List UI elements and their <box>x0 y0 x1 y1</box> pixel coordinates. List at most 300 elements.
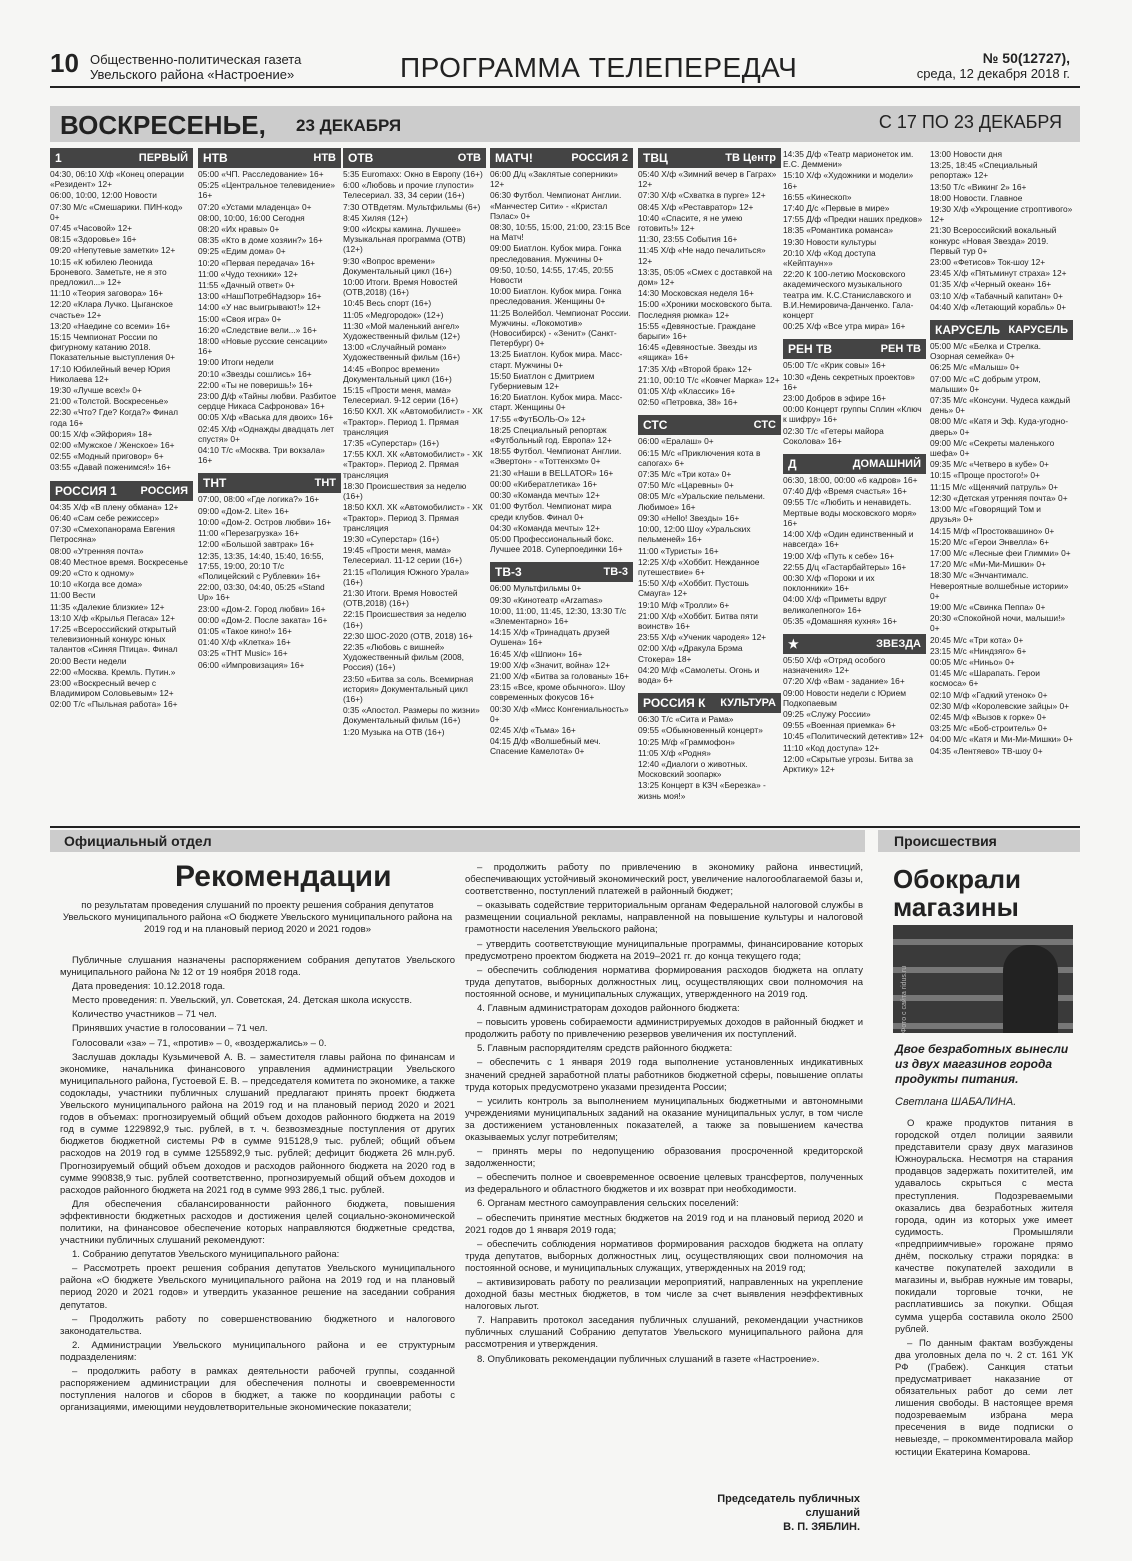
channel-name: ТВ-3 <box>603 566 628 579</box>
program-item: 04:00 Х/ф «Приметы вдруг великолепного» 16+ <box>783 594 887 615</box>
program-item: 03:25 М/с «Боб-строитель» 0+ <box>930 723 1048 734</box>
channel-name: РОССИЯ 2 <box>571 152 628 164</box>
program-item: 13:50 Т/с «Викинг 2» 16+ <box>930 181 1027 192</box>
paragraph: 2. Администрации Увельского муниципального района и ее структурным подразделениям: <box>60 1339 455 1363</box>
program-item: 04:30 «Команда мечты» 12+ <box>490 522 600 533</box>
program-item: 11:00 «Туристы» 16+ <box>638 545 719 556</box>
channel-name: ТВ Центр <box>725 152 776 164</box>
program-item: 12:20 «Клара Лучко. Цыганское счастье» 12+ <box>50 299 173 320</box>
program-item: 20:30 «Спокойной ночи, малыши!» 0+ <box>930 613 1066 634</box>
channel-logo-mark: РОССИЯ 1 <box>55 483 117 498</box>
paragraph: – обеспечить полное и своевременное освоение целевых трансфертов, полученных из федерального и областного бюджетов и их возврат при необходимости. <box>465 1172 863 1196</box>
paragraph: 4. Главным администраторам доходов районного бюджета: <box>477 1003 740 1015</box>
program-item: 13:20 «Наедине со всеми» 16+ <box>50 320 171 331</box>
program-item: 02:10 М/ф «Гадкий утенок» 0+ <box>930 689 1048 700</box>
channel-block <box>343 148 486 737</box>
page-number: 10 <box>50 48 79 78</box>
program-item: 23:00 «Дом-2. Город любви» 16+ <box>198 603 326 614</box>
program-item: 13:35, 05:05 «Смех с доставкой на дом» 12+ <box>638 266 773 288</box>
program-item: 10:45 «Политический детектив» 12+ <box>783 731 924 742</box>
program-item: 08:35 «Кто в доме хозяин?» 16+ <box>198 235 323 246</box>
program-item: 10:00 Итоги. Время Новостей (ОТВ,2018) (16+) <box>343 277 458 298</box>
program-item: 22:30 «Что? Где? Когда?» Финал года 16+ <box>50 407 179 428</box>
program-item: 04:20 М/ф «Самолеты. Огонь и вода» 6+ <box>638 664 760 685</box>
channel-logo <box>490 148 633 168</box>
program-item: 0:35 «Апостол. Размеры по жизни» Документальный фильм (16+) <box>343 705 480 726</box>
program-item: 09:00 Новости недели с Юрием Подкопаевым <box>783 687 907 708</box>
program-item: 13:10 Х/ф «Крылья Пегаса» 12+ <box>50 612 175 623</box>
paragraph: – продолжить работу в рамках деятельности рабочей группы, созданной распоряжением администрации для обеспечения полноты и своевременности поступления налогов и сборов в бюджет, а также по координации работы с организациями, имеющими неудовлетворительные экономические показатели; <box>60 1366 455 1414</box>
paragraph: – оказывать содействие территориальным органам Федеральной налоговой службы в размещении социальной рекламы, направленной на повышение культуры и налоговой грамотности населения Увельского района; <box>465 900 863 936</box>
program-item: 10:00 «Дом-2. Остров любви» 16+ <box>198 516 332 527</box>
program-item: 03:10 Х/ф «Табачный капитан» 0+ <box>930 290 1063 301</box>
program-item: 11:10 «Теория заговора» 16+ <box>50 288 164 299</box>
program-item: 14:35 Д/ф «Театр марионеток им. Е.С. Деммени» <box>783 149 914 170</box>
channel-block <box>50 481 193 710</box>
program-item: 21:30 «Наши в BELLATOR» 16+ <box>490 467 614 478</box>
program-item: 07:20 «Устами младенца» 0+ <box>198 201 312 212</box>
program-item: 17:20 М/с «Ми-Ми-Мишки» 0+ <box>930 559 1046 570</box>
channel-name: ДОМАШНИЙ <box>852 458 921 471</box>
program-item: 23:00 «Фетисов» Ток-шоу 12+ <box>930 257 1046 268</box>
program-item: 22:35 «Любовь с вишней» Художественный фильм (2008, Россия) (16+) <box>343 641 464 673</box>
program-item: 19:00 Х/ф «Путь к себе» 16+ <box>783 550 895 561</box>
program-item: 16:20 Биатлон. Кубок мира. Масс-старт. Женщины 0+ <box>490 392 623 413</box>
program-item: 01:40 Х/ф «Клетка» 16+ <box>198 637 291 648</box>
program-item: 11:15 М/с «Щенячий патруль» 0+ <box>930 481 1059 492</box>
program-item: 01:35 Х/ф «Черный океан» 16+ <box>930 279 1052 290</box>
publication-name <box>90 52 301 82</box>
paragraph: – утвердить соответствующие муниципальные программы, финансирование которых предусмотрено проектом бюджета на 2019–2021 гг. до конца текущего года; <box>465 938 863 962</box>
channel-logo-mark: РОССИЯ К <box>643 696 706 711</box>
program-item: 02:00 Х/ф «Дракула Брэма Стокера» 18+ <box>638 643 743 664</box>
program-item: 13:00 «Случайный роман» Художественный фильм (16+) <box>343 342 461 363</box>
week-range: С 17 ПО 23 ДЕКАБРЯ <box>878 112 1062 132</box>
program-item: 18:25 Специальный репортаж «Футбольный год. Европа» 12+ <box>490 424 612 446</box>
program-item: 18:35 «Романтика романса» <box>783 225 894 236</box>
channel-logo <box>783 339 926 359</box>
channel-logo <box>198 148 341 168</box>
program-item: 19:30 Х/ф «Укрощение строптивого» 12+ <box>930 204 1073 225</box>
program-item: 18:30 Происшествия за неделю (16+) <box>343 480 467 502</box>
paragraph: 6. Органам местного самоуправления сельских поселений: <box>477 1198 739 1210</box>
paragraph: Заслушав доклады Кузьмичевой А. В. – заместителя главы района по финансам и экономике, начальника финансового управления администрации Увельского муниципального района, Густоевой Е. В. – председателя комитета по экономике, а также содоклады, участники публичных слушаний предлагают принять проект бюджета Увельского муниципального района на 2019 год и на плановый период 2020 и 2021 годов в объемах: прогнозируемый общий объем доходов районного бюджета на 2019 год в сумме 1229892,9 тыс. рублей, в т. ч. безвозмездные поступления от других бюджетов бюджетной системы РФ в сумме 915128,9 тыс. рублей; общий объем расходов на 2019 год в сумме 1255892,9 тыс. рублей; дефицит бюджета 26 млн.руб. Прогнозируемый общий объем доходов и расходов районного бюджета на 2020 год в сумме 990838,9 тыс. рублей соответственно, прогнозируемый общий объем доходов и расходов районного бюджета на 2021 год в сумме 993 286,1 тыс. рублей. <box>60 1051 455 1196</box>
program-item: 00:25 Х/ф «Все утра мира» 16+ <box>783 321 906 332</box>
channel-block <box>783 339 926 446</box>
program-item: 08:20 «Их нравы» 0+ <box>198 224 280 235</box>
program-item: 05:25 «Центральное телевидение» 16+ <box>198 180 336 201</box>
section-divider <box>50 826 1080 828</box>
program-item: 00:30 Х/ф «Пороки и их поклонники» 16+ <box>783 572 875 594</box>
program-item: 19:00 Х/ф «Значит, война» 12+ <box>490 659 610 670</box>
program-item: 06:00, 10:00, 12:00 Новости <box>50 190 157 201</box>
program-item: 20:45 М/с «Три кота» 0+ <box>930 634 1024 645</box>
day-date: 23 ДЕКАБРЯ <box>296 116 402 135</box>
program-item: 15:55 «Девяностые. Граждане барыги» 16+ <box>638 320 756 342</box>
program-item: 08:05 М/с «Уральские пельмени. Любимое» 16+ <box>638 491 765 512</box>
paragraph: Голосовали «за» – 71, «против» – 0, «воздержались» – 0. <box>72 1037 327 1049</box>
channel-logo <box>638 693 781 713</box>
program-item: 13:00 Новости дня <box>930 149 1003 159</box>
program-item: 11:45 Х/ф «Не надо печалиться» 12+ <box>638 245 766 266</box>
program-item: 07:00, 08:00 «Где логика?» 16+ <box>198 494 320 505</box>
program-item: 11:30, 23:55 События 16+ <box>638 234 738 245</box>
program-item: 02:45 М/ф «Вызов к горке» 0+ <box>930 711 1047 722</box>
program-item: 09:20 «Сто к одному» <box>50 567 135 578</box>
program-item: 05:00 М/с «Белка и Стрелка. Озорная семейка» 0+ <box>930 341 1042 362</box>
program-item: 10:10 «Когда все дома» <box>50 579 143 590</box>
paragraph: – По данным фактам возбуждены два уголовных дела по ч. 2 ст. 161 УК РФ (Грабеж). Санкция статьи предусматривает наказание от обязательных работ до семи лет лишения свободы. В настоящее время подозреваемым избрана мера пресечения в виде подписки о невыезде, – прокомментировала майор юстиции Екатерина Комарова. <box>895 1337 1073 1458</box>
paragraph: О краже продуктов питания в городской отдел полиции заявили представители сразу двух магазинов Южноуральска. Несмотря на старания продавцов задержать похитителей, им удавалось скрыться с места преступления. Подозреваемыми оказались два безработных жителя города, один из которых уже имеет судимость. Промышляли «предприимчивые» горожане прямо днём, поскольку стражи порядка: в качестве покупателей заходили в магазины и, выбрав нужные им товары, покидали торговые точки, не расплатившись за покупки. Общая сумма ущерба составила около 2500 рублей. <box>895 1118 1073 1335</box>
paragraph: – принять меры по недопущению образования просроченной кредиторской задолженности; <box>465 1146 863 1170</box>
signature <box>660 1492 860 1534</box>
signature-role: Председатель публичных слушаний <box>717 1493 860 1519</box>
program-item: 02:55 «Модный приговор» 6+ <box>50 451 164 462</box>
channel-name: ТНТ <box>314 477 336 490</box>
program-item: 19:00 Итоги недели <box>198 357 274 368</box>
channel-logo-mark: ★ <box>788 636 799 651</box>
day-name: ВОСКРЕСЕНЬЕ, <box>60 110 266 140</box>
schedule-column-4 <box>490 148 633 838</box>
program-item: 19:10 М/ф «Тролли» 6+ <box>638 599 730 610</box>
schedule-column-2 <box>198 148 341 838</box>
channel-logo <box>638 415 781 435</box>
paragraph: 8. Опубликовать рекомендации публичных слушаний в газете «Настроение». <box>477 1353 820 1365</box>
program-item: 02:45 Х/ф «Однажды двадцать лет спустя» 0+ <box>198 423 335 444</box>
program-item: 12:00 «Скрытые угрозы. Битва за Арктику» 12+ <box>783 753 913 774</box>
program-item: 15:50 Х/ф «Хоббит. Пустошь Смауга» 12+ <box>638 578 749 599</box>
program-item: 21:30 Итоги. Время Новостей (ОТВ,2018) (16+) <box>343 587 458 609</box>
channel-logo-mark: НТВ <box>203 151 228 165</box>
program-item: 23:15 «Все, кроме обычного». Шоу современных фокусов 16+ <box>490 682 626 703</box>
incident-author: Светлана ШАБАЛИНА. <box>895 1096 1017 1108</box>
program-item: 21:00 Х/ф «Хоббит. Битва пяти воинств» 16+ <box>638 610 758 631</box>
program-item: 00:00 «Кибератлетика» 16+ <box>490 478 598 489</box>
program-item: 08:30, 10:55, 15:00, 21:00, 23:15 Все на Матч! <box>490 222 631 243</box>
program-item: 16:50 КХЛ. ХК «Автомобилист» - ХК «Трактор». Период 1. Прямая трансляция <box>343 406 483 437</box>
program-item: 10:00, 12:00 Шоу «Уральских пельменей» 16+ <box>638 524 751 545</box>
program-item: 11:00 «Перезагрузка» 16+ <box>198 528 299 539</box>
program-item: 03:25 «ТНТ Music» 16+ <box>198 648 288 659</box>
program-item: 00:00 «Дом-2. После заката» 16+ <box>198 614 328 625</box>
program-item: 15:15 Чемпионат России по фигурному катанию 2018. Показательные выступления 0+ <box>50 332 175 363</box>
program-item: 7:30 ОТВдетям. Мультфильмы (6+) <box>343 201 481 212</box>
program-item: 06:00 Мультфильмы 0+ <box>490 583 582 594</box>
channel-block <box>198 148 341 465</box>
program-item: 14:45 «Вопрос времени» Документальный цикл (16+) <box>343 363 452 384</box>
program-item: 22:20 К 100-летию Московского академического музыкального театра им. К.С.Станиславского и В.И.Немировича-Данченко. Гала-концерт <box>783 269 914 321</box>
program-item: 10:15 «Проще простого!» 0+ <box>930 470 1040 481</box>
program-item: 22:00, 03:30, 04:40, 05:25 «Stand Up» 16+ <box>198 582 325 603</box>
program-item: 8:45 Хиляя (12+) <box>343 212 408 223</box>
paragraph: – Продолжить работу по совершенствованию бюджетного и налогового законодательства. <box>60 1313 455 1337</box>
program-item: 23:50 «Битва за соль. Всемирная история» Документальный цикл (16+) <box>343 673 474 704</box>
channel-logo-mark: КАРУСЕЛЬ <box>935 323 1001 338</box>
program-item: 15:00 «Хроники московского быта. Последняя рюмка» 12+ <box>638 299 773 320</box>
program-item: 09:20 «Непутевые заметки» 12+ <box>50 245 176 256</box>
program-item: 22:15 Происшествия за неделю (16+) <box>343 609 467 630</box>
program-item: 04:10 Т/с «Москва. Три вокзала» 16+ <box>198 445 325 466</box>
program-item: 06:25 М/с «Малыш» 0+ <box>930 362 1020 373</box>
masthead <box>50 48 1080 88</box>
program-item: 23:00 «Воскресный вечер с Владимиром Соловьевым» 12+ <box>50 677 174 699</box>
channel-block <box>783 634 926 774</box>
program-item: 06:00 Д/ц «Заклятые соперники» 12+ <box>490 169 618 190</box>
program-item: 11:35 «Далекие близкие» 12+ <box>50 601 165 612</box>
program-item: 07:35 М/с «Консуни. Чудеса каждый день» 0+ <box>930 395 1071 416</box>
program-item: 02:00 «Мужское / Женское» 16+ <box>50 440 175 451</box>
program-item: 11:00 «Чудо техники» 12+ <box>198 268 298 279</box>
program-item: 02:30 Т/с «Гетеры майора Соколова» 16+ <box>783 425 884 446</box>
publication-line-2: Увельского района «Настроение» <box>90 67 295 82</box>
program-item: 19:30 «Суперстар» (16+) <box>343 533 440 544</box>
channel-logo <box>638 148 781 168</box>
program-item: 14:30 Московская неделя 16+ <box>638 288 754 299</box>
publication-line-1: Общественно-политическая газета <box>90 52 302 67</box>
section-title: ПРОГРАММА ТЕЛЕПЕРЕДАЧ <box>400 52 798 83</box>
paragraph: – обеспечить соблюдения норматива формирования расходов бюджета на оплату труда депутатов, выборных должностных лиц, осуществляющих свои полномочия на постоянной основе, и муниципальных служащих, утвержденного на 2019 год. <box>465 964 863 1000</box>
program-item: 09:00 М/с «Секреты маленького шефа» 0+ <box>930 437 1055 459</box>
program-item: 08:15 «Здоровье» 16+ <box>50 234 137 245</box>
channel-logo <box>783 454 926 474</box>
program-item: 15:00 «Своя игра» 0+ <box>198 313 282 324</box>
program-item: 10:45 Весь спорт (16+) <box>343 298 432 309</box>
program-item: 22:00 «Москва. Кремль. Путин.» <box>50 666 176 677</box>
program-item: 23:00 Д/ф «Тайны любви. Разбитое сердце Никаса Сафронова» 16+ <box>198 391 337 412</box>
paragraph: – продолжить работу по привлечению в экономику района инвестиций, обеспечивающих устойчивый экономический рост, увеличение налогооблагаемой базы и, соответственно, поступлений платежей в районный бюджет; <box>465 862 863 898</box>
program-item: 06:30 Футбол. Чемпионат Англии. «Манчестер Сити» - «Кристал Пэлас» 0+ <box>490 190 622 221</box>
schedule-column-7 <box>930 148 1073 838</box>
program-item: 22:30 ШОС-2020 (ОТВ, 2018) 16+ <box>343 630 473 641</box>
program-item: 10:00, 11:00, 11:45, 12:30, 13:30 Т/с «Элементарно» 16+ <box>490 605 627 626</box>
program-item: 04:35 Х/ф «В плену обмана» 12+ <box>50 501 179 512</box>
program-item: 10:20 «Первая передача» 16+ <box>198 257 316 268</box>
program-item: 11:55 «Дачный ответ» 0+ <box>198 280 295 291</box>
program-item: 9:00 «Искры камина. Лучшее» Музыкальная программа (ОТВ) (12+) <box>343 224 466 255</box>
program-item: 07:45 «Часовой» 12+ <box>50 223 133 234</box>
program-item: 15:20 М/с «Герои Энвелла» 6+ <box>930 536 1050 547</box>
program-item: 05:00 Т/с «Крик совы» 16+ <box>783 360 886 371</box>
incident-band-label: Происшествия <box>894 833 997 849</box>
program-item: 16:45 «Девяностые. Звезды из «ящика» 16+ <box>638 342 758 363</box>
program-item: 19:00 М/с «Свинка Пеппа» 0+ <box>930 601 1046 612</box>
photo-credit: Фото с сайта ridus.ru <box>901 965 908 1033</box>
program-item: 02:50 «Петровка, 38» 16+ <box>638 397 738 408</box>
channel-block <box>930 320 1073 756</box>
schedule-column-1 <box>50 148 193 838</box>
paragraph: Публичные слушания назначены распоряжением собрания депутатов Увельского муниципального района № 12 от 19 ноября 2018 года. <box>60 955 455 979</box>
paragraph: Для обеспечения сбалансированности районного бюджета, повышения эффективности бюджетных расходов и достижения целей социально-экономической политики, на финансовое обеспечение которых направляются бюджетные средства, участники публичных слушаний рекомендуют: <box>60 1198 455 1247</box>
article-title: Рекомендации <box>175 860 392 893</box>
channel-block <box>783 454 926 626</box>
incident-band <box>878 830 1080 852</box>
program-item: 09:55 «Обыкновенный концерт» <box>638 725 763 736</box>
program-item: 08:00 «Утренняя почта» <box>50 545 144 556</box>
program-item: 14:15 Х/ф «Тринадцать друзей Оушена» 16+ <box>490 627 610 648</box>
channel-logo-mark: ТВЦ <box>643 151 668 165</box>
program-item: 16:20 «Следствие вели...» 16+ <box>198 324 317 335</box>
channel-logo-mark: ТВ-3 <box>495 565 522 580</box>
program-item: 17:55 Д/ф «Предки наших предков» <box>783 214 923 225</box>
channel-logo <box>343 148 486 168</box>
program-item: 04:40 Х/ф «Летающий корабль» 0+ <box>930 301 1067 312</box>
program-item: 11:30 «Мой маленький ангел» Художественный фильм (12+) <box>343 320 461 342</box>
channel-logo <box>490 562 633 582</box>
incident-photo <box>893 925 1073 1033</box>
program-item: 10:00 Биатлон. Кубок мира. Гонка преследования. Женщины 0+ <box>490 286 622 307</box>
channel-block <box>638 415 781 685</box>
program-item: 15:15 «Прости меня, мама» Телесериал. 9-12 серии (16+) <box>343 385 459 406</box>
channel-name: ЗВЕЗДА <box>876 637 921 650</box>
program-item: 05:50 Х/ф «Отряд особого назначения» 12+ <box>783 654 886 676</box>
program-item: 09:00 «Дом-2. Lite» 16+ <box>198 505 289 516</box>
paragraph: 7. Направить протокол заседания публичных слушаний, рекомендации участников публичных слушаний Собранию депутатов Увельского муниципального района для рассмотрения и утверждения. <box>465 1315 863 1351</box>
program-item: 14:15 М/ф «Простоквашино» 0+ <box>930 525 1055 536</box>
program-item: 11:05 Х/ф «Родня» <box>638 747 711 758</box>
paragraph: – обеспечить соблюдения нормативов формирования расходов бюджета на оплату труда депутатов, выборных должностных лиц, осуществляющих свои полномочия на постоянной основе, и муниципальных служащих, утвержденных на 2019 год; <box>465 1238 863 1274</box>
program-item: 07:35 М/с «Три кота» 0+ <box>638 469 732 480</box>
program-item: 11:05 «Медгородок» (12+) <box>343 309 444 320</box>
program-item: 05:00 «ЧП. Расследование» 16+ <box>198 169 324 179</box>
paragraph: Принявших участие в голосовании – 71 чел. <box>72 1023 268 1035</box>
program-item: 09:00 Биатлон. Кубок мира. Гонка преследования. Мужчины 0+ <box>490 243 622 264</box>
channel-name: ОТВ <box>457 152 481 164</box>
program-item: 07:40 Д/ф «Время счастья» 16+ <box>783 486 907 497</box>
program-item: 06:15 М/с «Приключения кота в сапогах» 6+ <box>638 447 761 468</box>
program-item: 17:40 Д/с «Первые в мире» <box>783 203 890 214</box>
program-item: 00:05 Х/ф «Васька для двоих» 16+ <box>198 412 334 423</box>
program-item: 11:10 «Код доступа» 12+ <box>783 742 880 753</box>
program-item: 10:40 «Спасите, я не умею готовить!» 12+ <box>638 212 743 234</box>
program-item: 04:30, 06:10 Х/ф «Конец операции «Резидент» 12+ <box>50 169 184 190</box>
program-item: 16:55 «Кинескоп» <box>783 191 852 202</box>
channel-logo <box>50 481 193 501</box>
program-item: 19:45 «Прости меня, мама» Телесериал. 11-12 серии (16+) <box>343 545 463 566</box>
paragraph: – усилить контроль за выполнением муниципальных бюджетными и автономными учреждениями муниципальных заданий на оказание муниципальных услуг, в том числе за достижением установленных показателей, а также за повышением качества оказываемых услуг потребителям; <box>465 1095 863 1143</box>
program-item: 02:45 Х/ф «Тьма» 16+ <box>490 724 576 735</box>
program-item: 08:00, 10:00, 16:00 Сегодня <box>198 212 305 223</box>
paragraph: – обеспечить принятие местных бюджетов на 2019 год и на плановый период 2020 и 2021 годов до 1 января 2019 года; <box>465 1212 863 1236</box>
incident-title: Обокрали магазины <box>893 864 1022 922</box>
official-band-label: Официальный отдел <box>64 833 212 849</box>
program-item: 21:00 «Толстой. Воскресенье» <box>50 396 169 407</box>
program-item: 08:45 Х/ф «Реставратор» 12+ <box>638 201 754 212</box>
program-item: 17:55 «ФутБОЛЬ-О» 12+ <box>490 413 586 424</box>
signature-name: В. П. ЗЯБЛИН. <box>783 1521 860 1533</box>
channel-logo <box>50 148 193 168</box>
official-band <box>50 830 865 852</box>
channel-block <box>198 473 341 669</box>
program-item: 07:30 Х/ф «Схватка в пурге» 12+ <box>638 190 766 201</box>
paragraph: 1. Собранию депутатов Увельского муниципального района: <box>72 1249 340 1261</box>
channel-block <box>930 149 1073 312</box>
channel-name: КУЛЬТУРА <box>720 697 776 710</box>
program-item: 09:50, 10:50, 14:55, 17:45, 20:55 Новости <box>490 264 614 286</box>
day-band <box>50 106 1080 142</box>
channel-name: НТВ <box>313 152 336 164</box>
program-item: 16:45 Х/ф «Шпион» 16+ <box>490 648 583 659</box>
article-column-2 <box>465 862 863 1484</box>
channel-logo-mark: Д <box>788 457 797 472</box>
program-item: 09:25 «Едим дома» 0+ <box>198 246 286 257</box>
program-item: 21:30 Всероссийский вокальный конкурс «Новая Звезда» 2019. Первый тур 0+ <box>930 225 1057 256</box>
program-item: 02:30 М/ф «Королевские зайцы» 0+ <box>930 700 1070 711</box>
program-item: 06:00 «Ералаш» 0+ <box>638 436 714 447</box>
program-item: 00:30 «Команда мечты» 12+ <box>490 490 600 501</box>
incident-body <box>895 1118 1073 1548</box>
channel-block <box>50 148 193 473</box>
program-item: 09:35 М/с «Четверо в кубе» 0+ <box>930 459 1049 470</box>
program-item: 10:15 «К юбилею Леонида Броневого. Заметьте, не я это предложил...» 12+ <box>50 256 167 288</box>
paragraph: Количество участников – 71 чел. <box>72 1009 217 1021</box>
channel-block <box>783 149 926 331</box>
program-item: 01:00 Футбол. Чемпионат мира среди клубов. Финал 0+ <box>490 501 612 522</box>
program-item: 19:30 Новости культуры <box>783 236 877 247</box>
program-item: 17:55 КХЛ. ХК «Автомобилист» - ХК «Трактор». Период 2. Прямая трансляция <box>343 449 483 480</box>
program-item: 22:55 Д/ц «Гастарбайтеры» 16+ <box>783 561 907 572</box>
program-item: 18:55 Футбол. Чемпионат Англии. «Эвертон» - «Тоттенхэм» 0+ <box>490 446 622 467</box>
program-item: 17:10 Юбилейный вечер Юрия Николаева 12+ <box>50 363 171 384</box>
channel-logo <box>930 320 1073 340</box>
program-item: 00:05 М/с «Ниньо» 0+ <box>930 656 1015 667</box>
program-item: 06:40 «Сам себе режиссер» <box>50 512 160 523</box>
issue-number: № 50(12727), <box>982 50 1070 66</box>
program-item: 04:35 «Лентяево» ТВ-шоу 0+ <box>930 745 1043 756</box>
program-item: 07:30 М/с «Смешарики. ПИН-код» 0+ <box>50 201 183 222</box>
program-item: 03:55 «Давай поженимся!» 16+ <box>50 462 171 473</box>
program-item: 12:40 «Диалоги о животных. Московский зоопарк» <box>638 758 748 780</box>
program-item: 12:35, 13:35, 14:40, 15:40, 16:55, 17:55, 19:00, 20:10 Т/с «Полицейский с Рублевки» 16+ <box>198 550 324 581</box>
article-subtitle: по результатам проведения слушаний по проекту решения собрания депутатов Увельского муниципального района «О бюджете Увельского муниципального района на 2019 год и на плановый период 2020 и 2021 годов» <box>62 900 453 935</box>
program-item: 04:15 Д/ф «Волшебный меч. Спасение Камелота» 0+ <box>490 736 601 757</box>
tv-schedule <box>50 148 1085 838</box>
channel-block <box>638 693 781 801</box>
program-item: 13:25 Биатлон. Кубок мира. Масс-старт. Мужчины 0+ <box>490 349 623 370</box>
program-item: 18:00 «Новые русские сенсации» 16+ <box>198 336 328 357</box>
paragraph: – активизировать работу по реализации мероприятий, направленных на укрепление доходной базы местных бюджетов, в том числе за счет выявления неэффективных налоговых льгот. <box>465 1277 863 1313</box>
program-item: 09:30 «Кинотеатр «Arzamas» <box>490 594 603 605</box>
program-item: 09:55 «Военная приемка» 6+ <box>783 720 896 731</box>
program-item: 09:55 Т/с «Любить и ненавидеть. Мертвые воды московского моря» 16+ <box>783 497 917 528</box>
program-item: 17:35 Х/ф «Второй брак» 12+ <box>638 363 753 374</box>
program-item: 10:30 «День секретных проектов» 16+ <box>783 371 915 392</box>
channel-name: РЕН ТВ <box>880 343 921 356</box>
program-item: 13:25 Концерт в КЗЧ «Березка» - жизнь моя!» <box>638 780 766 801</box>
issue-date: среда, 12 декабря 2018 г. <box>916 66 1070 81</box>
program-item: 08:40 Местное время. Воскресенье <box>50 556 188 567</box>
program-item: 20:00 Вести недели <box>50 655 127 666</box>
channel-logo <box>783 634 926 654</box>
channel-logo-mark: МАТЧ! <box>495 151 533 165</box>
program-item: 19:30 «Лучше всех!» 0+ <box>50 385 142 396</box>
program-item: 10:25 М/ф «Граммофон» <box>638 736 735 747</box>
program-item: 17:25 «Всероссийский открытый телевизионный конкурс юных талантов «Синяя Птица». Финал <box>50 623 178 655</box>
program-item: 08:00 М/с «Катя и Эф. Куда-угодно-дверь» 0+ <box>930 416 1068 437</box>
program-item: 14:00 Х/ф «Один единственный и навсегда» 16+ <box>783 529 914 550</box>
paragraph: – обеспечить с 1 января 2019 года выполнение установленных индикативных значений средней заработной платы работников бюджетной сферы, повышение оплаты труда которых предусмотрено указами президента России; <box>465 1057 863 1093</box>
channel-logo-mark: ОТВ <box>348 151 374 165</box>
program-item: 07:30 «Смехопанорама Евгения Петросяна» <box>50 524 175 545</box>
paragraph: – Рассмотреть проект решения собрания депутатов Увельского муниципального района «О бюджете Увельского муниципального района на 2019 год и на плановый период 2020 и 2021 годов» и утвердить указанное решение на заседании собрания депутатов. <box>60 1263 455 1311</box>
program-item: 1:20 Музыка на ОТВ (16+) <box>343 726 445 737</box>
channel-logo-mark: ТНТ <box>203 476 227 491</box>
paragraph: Место проведения: п. Увельский, ул. Советская, 24. Детская школа искусств. <box>72 995 412 1007</box>
channel-logo <box>198 473 341 493</box>
schedule-column-5 <box>638 148 781 838</box>
channel-logo-mark: РЕН ТВ <box>788 342 833 357</box>
program-item: 01:05 Х/ф «Классик» 16+ <box>638 386 736 397</box>
paragraph: 5. Главным распорядителям средств районного бюджета: <box>477 1043 733 1055</box>
